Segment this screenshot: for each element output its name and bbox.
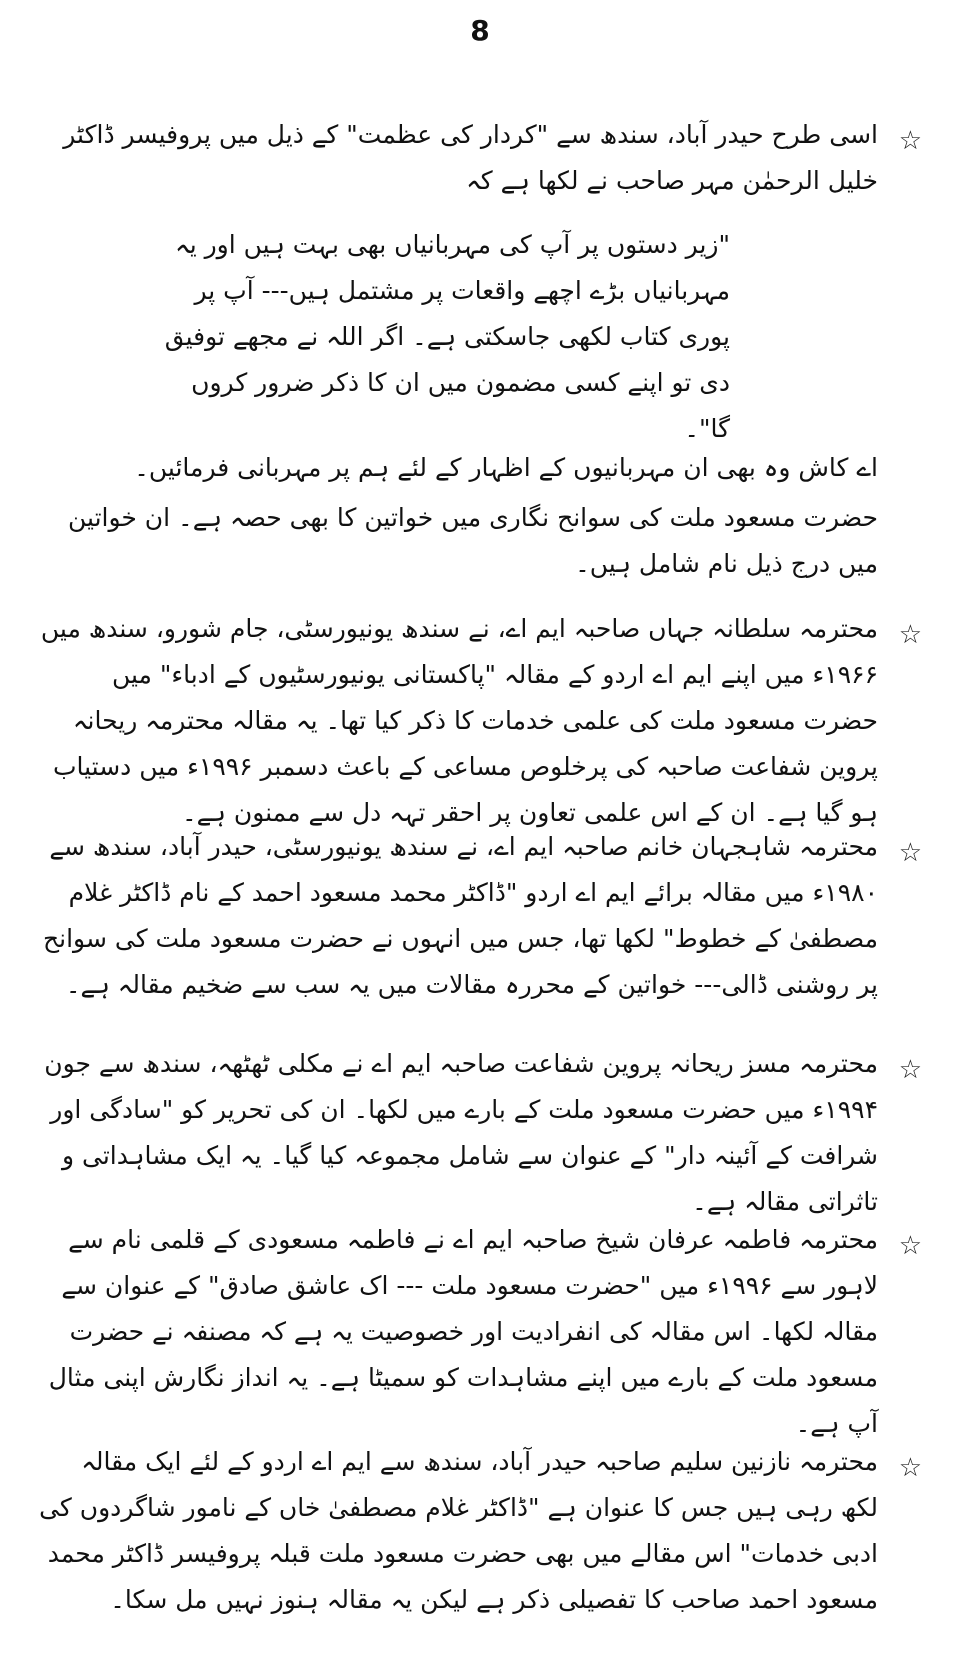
star-bullet-icon: ☆ [898, 1453, 922, 1483]
star-bullet-icon: ☆ [898, 620, 922, 650]
star-bullet-icon: ☆ [898, 126, 922, 156]
star-bullet-icon: ☆ [898, 1231, 922, 1261]
intro-paragraph: حضرت مسعود ملت کی سوانح نگاری میں خواتین کا بھی حصہ ہے۔ ان خواتین میں درج ذیل نام شامل ہیں۔ [68, 503, 878, 578]
paragraph-rehana: محترمہ مسز ریحانہ پروین شفاعت صاحبہ ایم اے نے مکلی ٹھٹھہ، سندھ سے جون ۱۹۹۴ء میں حضرت مسعود ملت کے بارے میں لکھا۔ ان کی تحریر کو "سادگی اور شرافت کے آئینہ دار" کے عنوان سے شامل مجموعہ کیا گیا۔ یہ ایک مشاہداتی و تاثراتی مقالہ ہے۔ [44, 1049, 878, 1216]
wish-line: اے کاش وہ بھی ان مہربانیوں کے اظہار کے لئے ہم پر مہربانی فرمائیں۔ [134, 453, 878, 482]
star-bullet-icon: ☆ [898, 838, 922, 868]
paragraph-nazneen: محترمہ نازنین سلیم صاحبہ حیدر آباد، سندھ سے ایم اے اردو کے لئے ایک مقالہ لکھ رہی ہیں جس کا عنوان ہے "ڈاکٹر غلام مصطفیٰ خاں کے نامور شاگردوں کی ادبی خدمات" اس مقالے میں بھی حضرت مسعود ملت قبلہ پروفیسر ڈاکٹر محمد مسعود احمد صاحب کا تفصیلی ذکر ہے لیکن یہ مقالہ ہنوز نہیں مل سکا۔ [39, 1447, 878, 1614]
paragraph-mehr: اسی طرح حیدر آباد، سندھ سے "کردار کی عظمت" کے ذیل میں پروفیسر ڈاکٹر خلیل الرحمٰن مہر صاحب نے لکھا ہے کہ [63, 120, 878, 195]
paragraph-fatima: محترمہ فاطمہ عرفان شیخ صاحبہ ایم اے نے فاطمہ مسعودی کے قلمی نام سے لاہور سے ۱۹۹۶ء میں "حضرت مسعود ملت --- اک عاشق صادق" کے عنوان سے مقالہ لکھا۔ اس مقالہ کی انفرادیت اور خصوصیت یہ ہے کہ مصنفہ نے حضرت مسعود ملت کے بارے میں اپنے مشاہدات کو سمیٹا ہے۔ یہ انداز نگارش اپنی مثال آپ ہے۔ [48, 1225, 878, 1438]
page-number: 8 [470, 14, 490, 47]
block-quote: "زیر دستوں پر آپ کی مہربانیاں بھی بہت ہیں اور یہ مہربانیاں بڑے اچھے واقعات پر مشتمل ہیں--- آپ پر پوری کتاب لکھی جاسکتی ہے۔ اگر اللہ نے مجھے توفیق دی تو اپنے کسی مضمون میں ان کا ذکر ضرور کروں گا"۔ [164, 230, 730, 443]
paragraph-shahjahan: محترمہ شاہجہان خانم صاحبہ ایم اے، نے سندھ یونیورسٹی، حیدر آباد، سندھ سے ۱۹۸۰ء میں مقالہ برائے ایم اے اردو "ڈاکٹر محمد مسعود احمد کے نام ڈاکٹر غلام مصطفیٰ کے خطوط" لکھا تھا، جس میں انہوں نے حضرت مسعود ملت کی سوانح پر روشنی ڈالی--- خواتین کے محررہ مقالات میں یہ سب سے ضخیم مقالہ ہے۔ [43, 832, 878, 999]
star-bullet-icon: ☆ [898, 1055, 922, 1085]
paragraph-sultana: محترمہ سلطانہ جہاں صاحبہ ایم اے، نے سندھ یونیورسٹی، جام شورو، سندھ میں ۱۹۶۶ء میں اپنے ایم اے اردو کے مقالہ "پاکستانی یونیورسٹیوں کے ادباء" میں حضرت مسعود ملت کی علمی خدمات کا ذکر کیا تھا۔ یہ مقالہ محترمہ ریحانہ پروین شفاعت صاحبہ کی پرخلوص مساعی کے باعث دسمبر ۱۹۹۶ء میں دستیاب ہو گیا ہے۔ ان کے اس علمی تعاون پر احقر تہہ دل سے ممنون ہے۔ [40, 614, 878, 827]
